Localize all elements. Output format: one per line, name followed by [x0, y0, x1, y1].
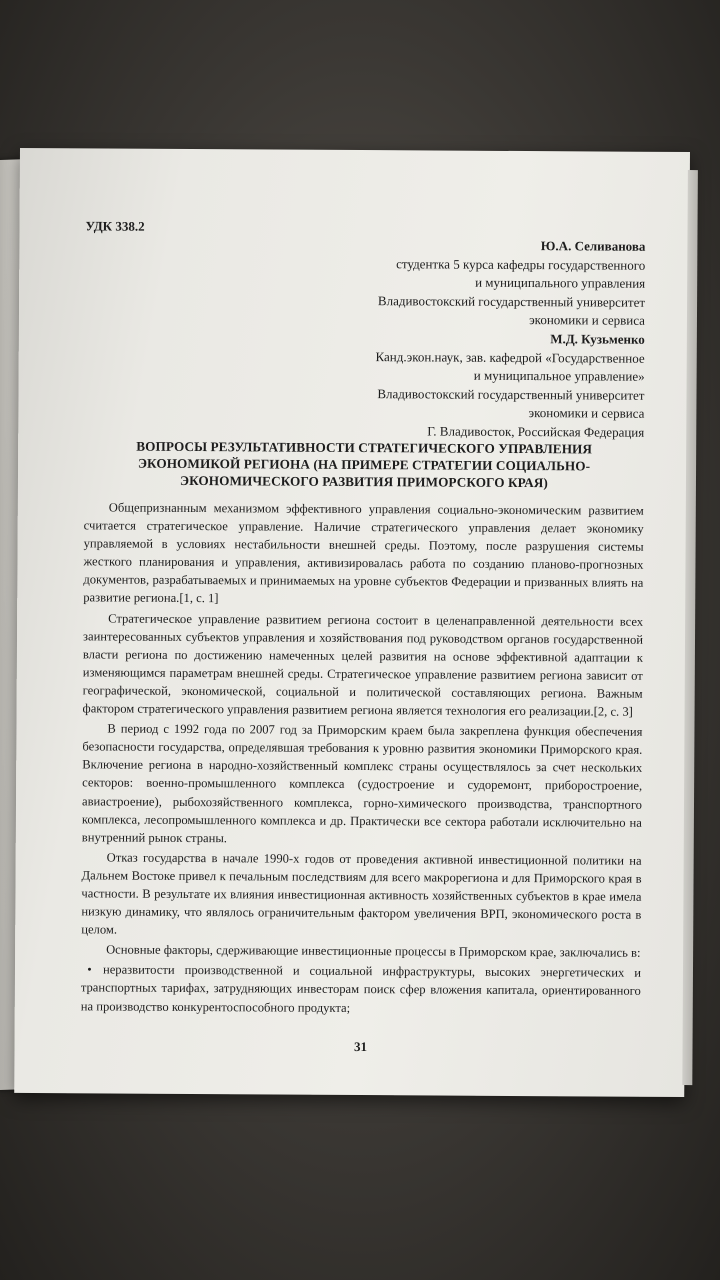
author-affiliation-line: экономики и сервиса: [529, 312, 646, 329]
body-paragraph: В период с 1992 года по 2007 год за Приморским краем была закреплена функция обеспечения безопасности государства, определявшая требования к уровню развития экономики Приморского края. Включение региона в народно-хозяйственный комплекс страны осуществлялось за счет нескольких секторов: военно-промышленного комплекса (судостроение и судоремонт, приборостроение, авиастроение), рыбохозяйственного комплекса, горно-химического производства, транспортного комплекса, лесопромышленного комплекса и др. Практически все сектора работали исключительно на внутренний рынок страны.: [81, 721, 643, 845]
udk-code: УДК 338.2: [85, 218, 145, 234]
author-block: [314, 236, 645, 443]
body-paragraph: Общепризнанным механизмом эффективного управления социально-экономическим развитием считается стратегическое управление. Наличие стратегического управления делает экономику управляемой в условиях нестабильности внешней среды. Поэтому, после разрушения системы жесткого планирования и управления, активизировалась работа по созданию планово-прогнозных документов, разрабатываемых и принимаемых на уровне субъектов Федерации и призванных влиять на развитие региона.[1, с. 1]: [83, 500, 644, 606]
body-paragraph: Стратегическое управление развитием региона состоит в целенаправленной деятельности всех заинтересованных субъектов управления и хозяйствования под руководством органов государственной власти региона по достижению намеченных целей развития на основе эффективной адаптации к изменяющимся параметрам внешней среды. Стратегическое управление развитием региона зависит от географической, экономической, социальной и политической составляющих региона. Важным фактором стратегического управления развитием региона является технология его реализации.[2, с. 3]: [82, 611, 644, 719]
page-number: 31: [353, 1039, 368, 1055]
author-affiliation-line: Владивостокский государственный университет: [377, 385, 645, 403]
document-page: [14, 148, 690, 1097]
author-affiliation-line: и муниципальное управление»: [473, 367, 645, 384]
body-paragraph: Отказ государства в начале 1990-х годов от проведения активной инвестиционной политики на Дальнем Востоке привел к печальным последствиям для всего макрорегиона и для Приморского края в частности. В результате их влияния инвестиционная активность хозяйственных субъектов в крае имела низкую динамику, что являлось ограничительным фактором увеличения ВРП, экономического роста в целом.: [81, 850, 642, 937]
author-affiliation-line: Владивостокский государственный университет: [377, 292, 646, 310]
author-affiliation-line: и муниципального управления: [475, 274, 646, 291]
page-stack-edge: [682, 170, 698, 1085]
author-name: М.Д. Кузьменко: [550, 331, 645, 347]
author-affiliation-line: экономики и сервиса: [528, 405, 645, 422]
bullet-item: [81, 961, 641, 1019]
body-paragraph: Основные факторы, сдерживающие инвестиционные процессы в Приморском крае, заключались в:: [106, 942, 641, 961]
bullet-text: неразвитости производственной и социальной инфраструктуры, высоких энергетических и транспортных тарифах, затрудняющих инвесторам поиск сфер вложения капитала, ориентированного на производство конкурентоспособного продукта;: [80, 962, 642, 1015]
author-name: Ю.А. Селиванова: [540, 238, 646, 254]
bullet-dot-icon: •: [80, 962, 92, 977]
article-body: [81, 498, 644, 1018]
page-content: [80, 148, 646, 1055]
author-affiliation-line: Канд.экон.наук, зав. кафедрой «Государственное: [375, 348, 645, 366]
article-title: ВОПРОСЫ РЕЗУЛЬТАТИВНОСТИ СТРАТЕГИЧЕСКОГО УПРАВЛЕНИЯ ЭКОНОМИКОЙ РЕГИОНА (НА ПРИМЕРЕ СТРАТЕГИИ СОЦИАЛЬНО-ЭКОНОМИЧЕСКОГО РАЗВИТИЯ ПРИМОРСКОГО КРАЯ): [136, 438, 593, 491]
author-affiliation-line: студентка 5 курса кафедры государственного: [396, 255, 646, 273]
author-affiliation-line: Г. Владивосток, Российская Федерация: [427, 423, 645, 440]
